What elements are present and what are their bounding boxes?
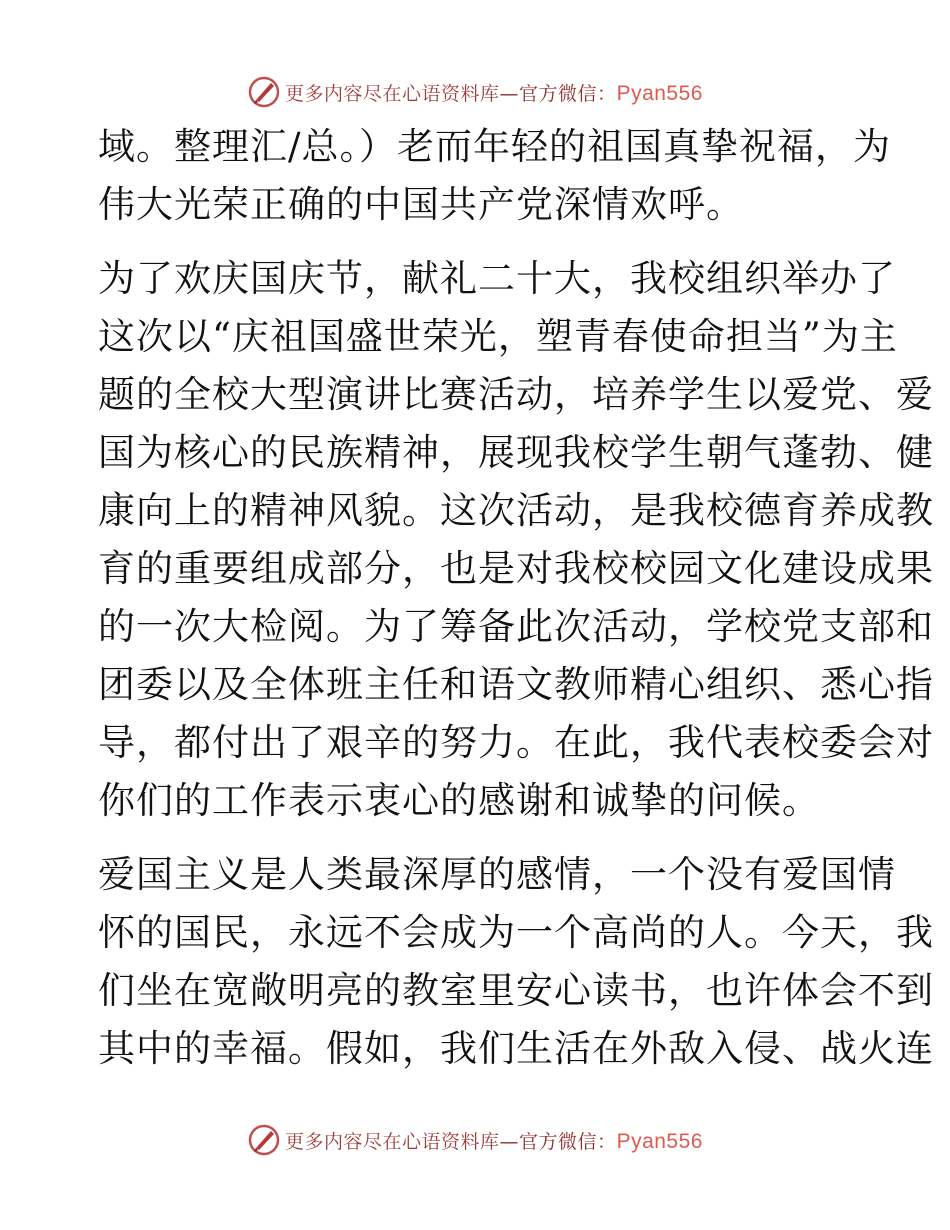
quill-pen-logo-icon (247, 75, 281, 109)
text-line: 康向上的精神风貌。这次活动，是我校德育养成教 (98, 489, 934, 532)
text-line: 们坐在宽敞明亮的教室里安心读书，也许体会不到 (98, 969, 934, 1012)
quill-pen-logo-icon (247, 1123, 281, 1157)
footer-official-text: —官方微信： (499, 1130, 617, 1153)
text-line: 国为核心的民族精神，展现我校学生朝气蓬勃、健 (98, 431, 934, 474)
text-line: 的一次大检阅。为了筹备此次活动，学校党支部和 (98, 605, 934, 648)
header-handle: Pyan556 (616, 81, 703, 105)
text-line: 导，都付出了艰辛的努力。在此，我代表校委会对 (98, 721, 934, 764)
text-line: 怀的国民，永远不会成为一个高尚的人。今天，我 (98, 911, 934, 954)
paragraph (98, 846, 934, 1078)
text-line: 为了欢庆国庆节，献礼二十大，我校组织举办了 (98, 257, 896, 300)
text-line: 育的重要组成部分，也是对我校校园文化建设成果 (98, 547, 934, 590)
footer-banner (0, 1120, 950, 1160)
footer-site-text: 更多内容尽在心语资料库 (285, 1130, 500, 1153)
header-official-text: —官方微信： (499, 82, 617, 105)
footer-banner-text (285, 1127, 703, 1154)
text-line: 其中的幸福。假如，我们生活在外敌入侵、战火连 (98, 1027, 934, 1070)
document-body (98, 118, 934, 1078)
text-line: 爱国主义是人类最深厚的感情，一个没有爱国情 (98, 853, 896, 896)
header-banner (0, 72, 950, 112)
text-line: 伟大光荣正确的中国共产党深情欢呼。 (98, 183, 744, 226)
footer-handle: Pyan556 (616, 1129, 703, 1153)
header-site-text: 更多内容尽在心语资料库 (285, 82, 500, 105)
text-line: 域。整理汇/总。）老而年轻的祖国真挚祝福，为 (98, 125, 891, 168)
text-line: 这次以“庆祖国盛世荣光，塑青春使命担当”为主 (98, 315, 898, 358)
text-line: 团委以及全体班主任和语文教师精心组织、悉心指 (98, 663, 934, 706)
paragraph (98, 118, 891, 234)
text-line: 你们的工作表示衷心的感谢和诚挚的问候。 (98, 779, 820, 822)
paragraph (98, 250, 934, 830)
text-line: 题的全校大型演讲比赛活动，培养学生以爱党、爱 (98, 373, 934, 416)
header-banner-text (285, 79, 703, 106)
